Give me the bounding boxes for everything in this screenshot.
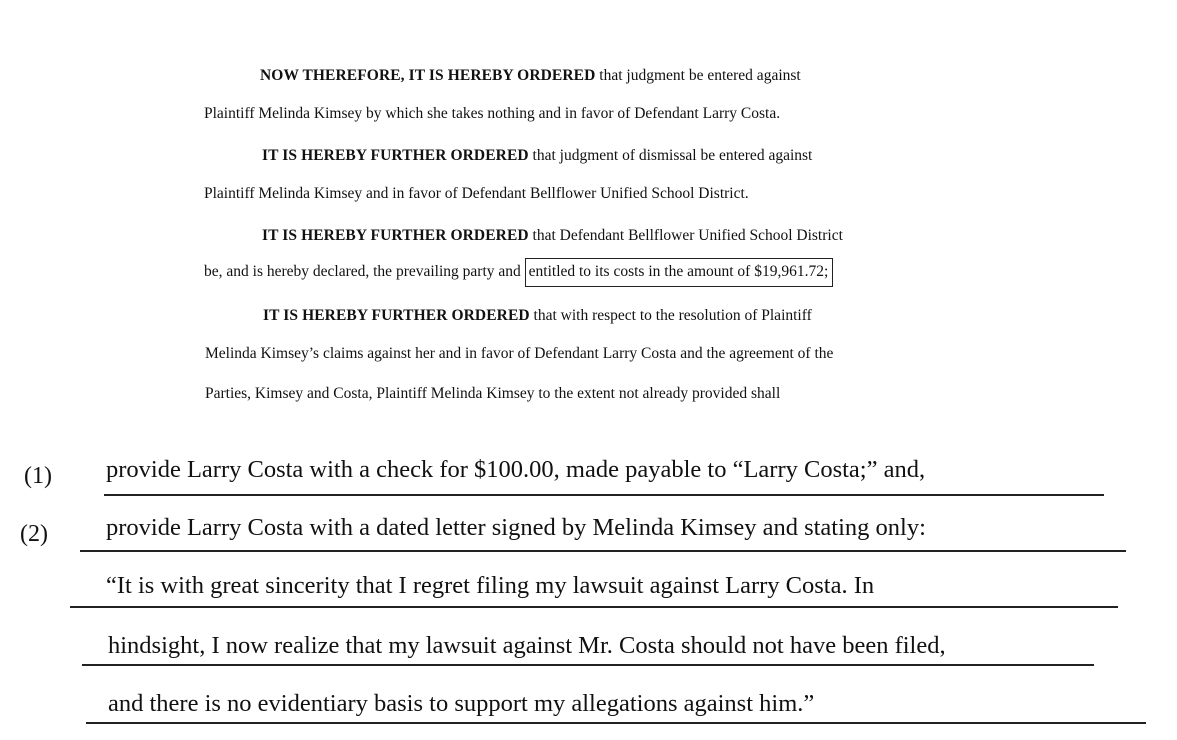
order-text: that Defendant Bellflower Unified School District [528, 227, 843, 244]
order-line-6 [204, 264, 833, 280]
order-text: Melinda Kimsey’s claims against her and in favor of Defendant Larry Costa and the agreement of the [205, 345, 834, 362]
order-heading: IT IS HEREBY FURTHER ORDERED [262, 227, 529, 244]
order-line-7 [263, 308, 812, 324]
order-heading: NOW THEREFORE, IT IS HEREBY ORDERED [260, 67, 596, 84]
order-text: Parties, Kimsey and Costa, Plaintiff Melinda Kimsey to the extent not already provided shall [205, 385, 781, 402]
item-text-2: provide Larry Costa with a dated letter signed by Melinda Kimsey and stating only: [106, 514, 926, 541]
order-line-1 [260, 68, 801, 84]
quote-line-1: “It is with great sincerity that I regret filing my lawsuit against Larry Costa. In [106, 572, 875, 599]
order-line-3 [262, 148, 812, 164]
quote-line-2: hindsight, I now realize that my lawsuit against Mr. Costa should not have been filed, [108, 632, 946, 659]
cost-amount-box: entitled to its costs in the amount of $19,961.72; [525, 258, 834, 287]
underline-rule [70, 606, 1118, 608]
order-line-5 [262, 228, 843, 244]
order-heading: IT IS HEREBY FURTHER ORDERED [262, 147, 529, 164]
order-line-2 [204, 106, 780, 122]
item-text-1: provide Larry Costa with a check for $100.00, made payable to “Larry Costa;” and, [106, 456, 926, 483]
underline-rule [104, 494, 1104, 496]
order-text: that judgment of dismissal be entered against [528, 147, 813, 164]
item-number-2: (2) [20, 521, 48, 547]
underline-rule [86, 722, 1146, 724]
order-text: Plaintiff Melinda Kimsey and in favor of Defendant Bellflower Unified School District. [204, 185, 749, 202]
order-text: Plaintiff Melinda Kimsey by which she takes nothing and in favor of Defendant Larry Costa. [204, 105, 781, 122]
order-text: that judgment be entered against [595, 67, 801, 84]
order-line-8 [205, 346, 833, 362]
quote-line-3: and there is no evidentiary basis to support my allegations against him.” [108, 690, 815, 717]
order-line-9 [205, 386, 780, 402]
order-line-4 [204, 186, 749, 202]
underline-rule [82, 664, 1094, 666]
order-heading: IT IS HEREBY FURTHER ORDERED [263, 307, 530, 324]
order-text: that with respect to the resolution of Plaintiff [529, 307, 812, 324]
order-text: be, and is hereby declared, the prevailing party and [204, 263, 525, 280]
underline-rule [80, 550, 1126, 552]
item-number-1: (1) [24, 463, 52, 489]
